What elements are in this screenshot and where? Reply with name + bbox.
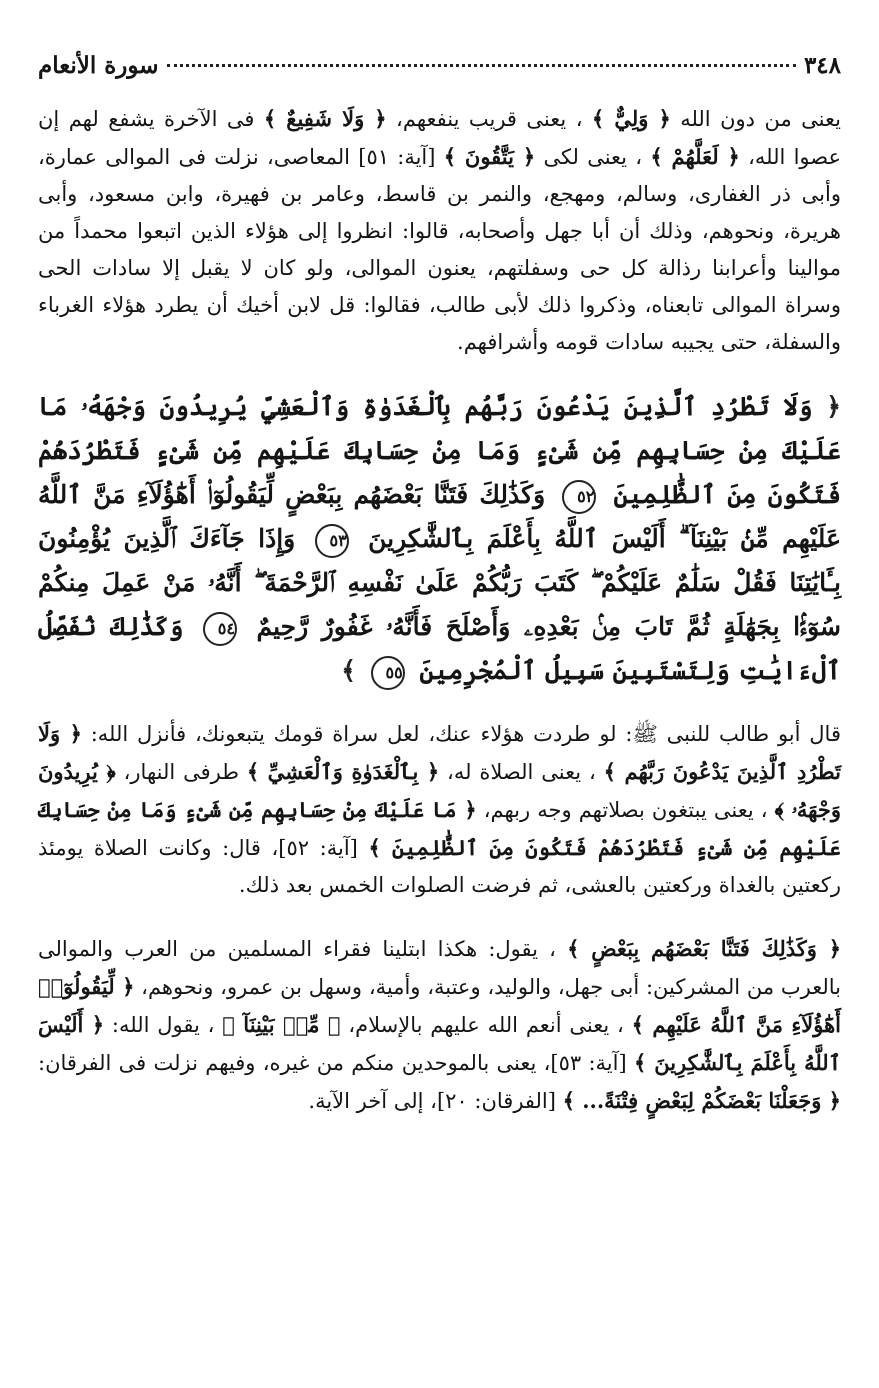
text-segment: يعنى من دون الله bbox=[670, 107, 841, 131]
text-segment: [الفرقان: ٢٠]، إلى آخر الآية. bbox=[308, 1089, 563, 1113]
header-dot-leader bbox=[167, 64, 796, 67]
verse-close-bracket: ﴾ bbox=[341, 656, 356, 685]
ayah-marker-52: ٥٢ bbox=[562, 480, 596, 514]
quran-quote: ﴿ وَكَذَٰلِكَ فَتَنَّا بَعْضَهُم بِبَعْضٍ ﴾ bbox=[567, 936, 841, 961]
verse-55-text: وَكَذَٰلِكَ نُفَصِّلُ ٱلْءَايَٰتِ وَلِتَسْتَبِينَ سَبِيلُ ٱلْمُجْرِمِينَ bbox=[38, 612, 841, 685]
text-segment: ، يعنى يبتغون بصلاتهم وجه ربهم، bbox=[476, 798, 775, 822]
commentary-paragraph-2 bbox=[38, 715, 841, 904]
quran-quote: ﴿ لِّيَقُولُوٓا۟ أَهَٰٓؤُلَآءِ مَنَّ ٱللَّهُ عَلَيْهِم ﴾ bbox=[38, 974, 841, 1037]
quran-quote: ﴿ وَلَا شَفِيعٌ ﴾ bbox=[263, 106, 387, 131]
text-segment: [آية: ٥٢]، قال: وكانت الصلاة يومئذ ركعتين بالغداة وركعتين بالعشى، ثم فرضت الصلوات الخمس بعد ذلك. bbox=[38, 836, 841, 897]
verse-53-text: وَكَذَٰلِكَ فَتَنَّا بَعْضَهُم بِبَعْضٍ لِّيَقُولُوٓا۟ أَهَٰٓؤُلَآءِ مَنَّ ٱللَّهُ عَلَيْهِم مِّنۢ بَيْنِنَآ ۗ أَلَيْسَ ٱللَّهُ بِأَعْلَمَ بِٱلشَّٰكِرِينَ bbox=[38, 480, 841, 553]
quran-quote: ﴿ وَلِيٌّ ﴾ bbox=[591, 106, 671, 131]
text-segment: [آية: ٥١] المعاصى، نزلت فى الموالى عمارة، وأبى ذر الغفارى، وسالم، ومهجع، والنمر بن قاسط، وعامر بن فهيرة، وابن مسعود، وأبى هريرة، ونحوهم، وذلك أن أبا جهل وأصحابه، قالوا: انظروا إلى هؤلاء الذين اتبعوا محمداً من موالينا وأعرابنا رذالة كل حى وسفلتهم، يعنون الموالى، ولو كان لا يقبل إلا سادات الحى وسراة الموالى تابعناه، وذكروا ذلك لأبى طالب، فقالوا: قل لابن أخيك أن يطرد هؤلاء الغرباء والسفلة، حتى يجيبه سادات قومه وأشرافهم. bbox=[38, 145, 841, 354]
text-segment: قال أبو طالب للنبى ﷺ: لو طردت هؤلاء عنك، لعل سراة قومك يتبعونك، فأنزل الله: bbox=[81, 722, 841, 746]
text-segment: ، يعنى الصلاة له، bbox=[439, 760, 604, 784]
quran-quote: ﴿ وَلَا تَطْرُدِ ٱلَّذِينَ يَدْعُونَ رَبَّهُم ﴾ bbox=[38, 721, 842, 784]
commentary-paragraph-3 bbox=[38, 930, 841, 1120]
quran-quote: ﴿ أَلَيْسَ ٱللَّهُ بِأَعْلَمَ بِٱلشَّٰكِرِينَ ﴾ bbox=[38, 1012, 841, 1075]
verse-52-text: وَلَا تَطْرُدِ ٱلَّذِينَ يَدْعُونَ رَبَّهُم بِٱلْغَدَوٰةِ وَٱلْعَشِيِّ يُرِيدُونَ وَجْهَهُۥ مَا عَلَيْكَ مِنْ حِسَابِهِم مِّن شَىْءٍ وَمَا مِنْ حِسَابِكَ عَلَيْهِم مِّن شَىْءٍ فَتَطْرُدَهُمْ فَتَكُونَ مِنَ ٱلظَّٰلِمِينَ bbox=[38, 392, 841, 509]
running-header bbox=[38, 52, 841, 86]
ayah-marker-53: ٥٣ bbox=[315, 524, 349, 558]
quran-quote: ﴿ مَا عَلَيْكَ مِنْ حِسَابِهِم مِّن شَىْءٍ وَمَا مِنْ حِسَابِكَ عَلَيْهِم مِّن شَىْءٍ فَتَطْرُدَهُمْ فَتَكُونَ مِنَ ٱلظَّٰلِمِينَ ﴾ bbox=[38, 797, 841, 860]
text-segment: ، يقول الله: bbox=[104, 1013, 223, 1037]
text-segment: طرفى النهار، bbox=[115, 760, 247, 784]
surah-title: سورة الأنعام bbox=[38, 52, 159, 79]
ayah-marker-54: ٥٤ bbox=[203, 612, 237, 646]
verse-54-text: وَإِذَا جَآءَكَ ٱلَّذِينَ يُؤْمِنُونَ بِـَٔايَٰتِنَا فَقُلْ سَلَٰمٌ عَلَيْكُمْ ۖ كَتَبَ رَبُّكُمْ عَلَىٰ نَفْسِهِ ٱلرَّحْمَةَ ۖ أَنَّهُۥ مَنْ عَمِلَ مِنكُمْ سُوٓءًۢا بِجَهَٰلَةٍ ثُمَّ تَابَ مِنۢ بَعْدِهِۦ وَأَصْلَحَ فَأَنَّهُۥ غَفُورٌ رَّحِيمٌ bbox=[38, 524, 841, 641]
quran-quote: ﴿ بِٱلْغَدَوٰةِ وَٱلْعَشِيِّ ﴾ bbox=[246, 759, 440, 784]
text-segment: فى الآخرة يشفع لهم إن عصوا الله، bbox=[38, 107, 842, 169]
quran-quote: ﴿ لَعَلَّهُمْ ﴾ bbox=[650, 144, 740, 169]
quran-quote: ﴿ يَتَّقُونَ ﴾ bbox=[443, 144, 536, 169]
quran-quote: ﴿ وَجَعَلْنَا بَعْضَكُمْ لِبَعْضٍ فِتْنَةً... ﴾ bbox=[562, 1088, 841, 1113]
text-segment: [آية: ٥٣]، يعنى بالموحدين منكم من غيره، وفيهم نزلت فى الفرقان: bbox=[38, 1051, 634, 1075]
quran-quote: ﴿ يُرِيدُونَ وَجْهَهُۥ ﴾ bbox=[38, 759, 841, 822]
quran-quote: ﴿ مِّنۢ بَيْنِنَآ ﴾ bbox=[222, 1012, 341, 1037]
ayah-marker-55: ٥٥ bbox=[371, 656, 405, 690]
quran-verse-block bbox=[38, 385, 841, 693]
text-segment: ، يقول: هكذا ابتلينا فقراء المسلمين من العرب والموالى بالعرب من المشركين: أبى جهل، والوليد، وعتبة، وأمية، وسهل بن عمرو، ونحوهم، bbox=[38, 937, 841, 999]
page-number: ٣٤٨ bbox=[803, 52, 841, 79]
text-segment: ، يعنى لكى bbox=[535, 145, 651, 169]
text-segment: ، يعنى قريب ينفعهم، bbox=[386, 107, 592, 131]
verse-open-bracket: ﴿ bbox=[826, 392, 841, 421]
text-segment: ، يعنى أنعم الله عليهم بالإسلام، bbox=[340, 1013, 632, 1037]
commentary-paragraph-1 bbox=[38, 100, 841, 361]
